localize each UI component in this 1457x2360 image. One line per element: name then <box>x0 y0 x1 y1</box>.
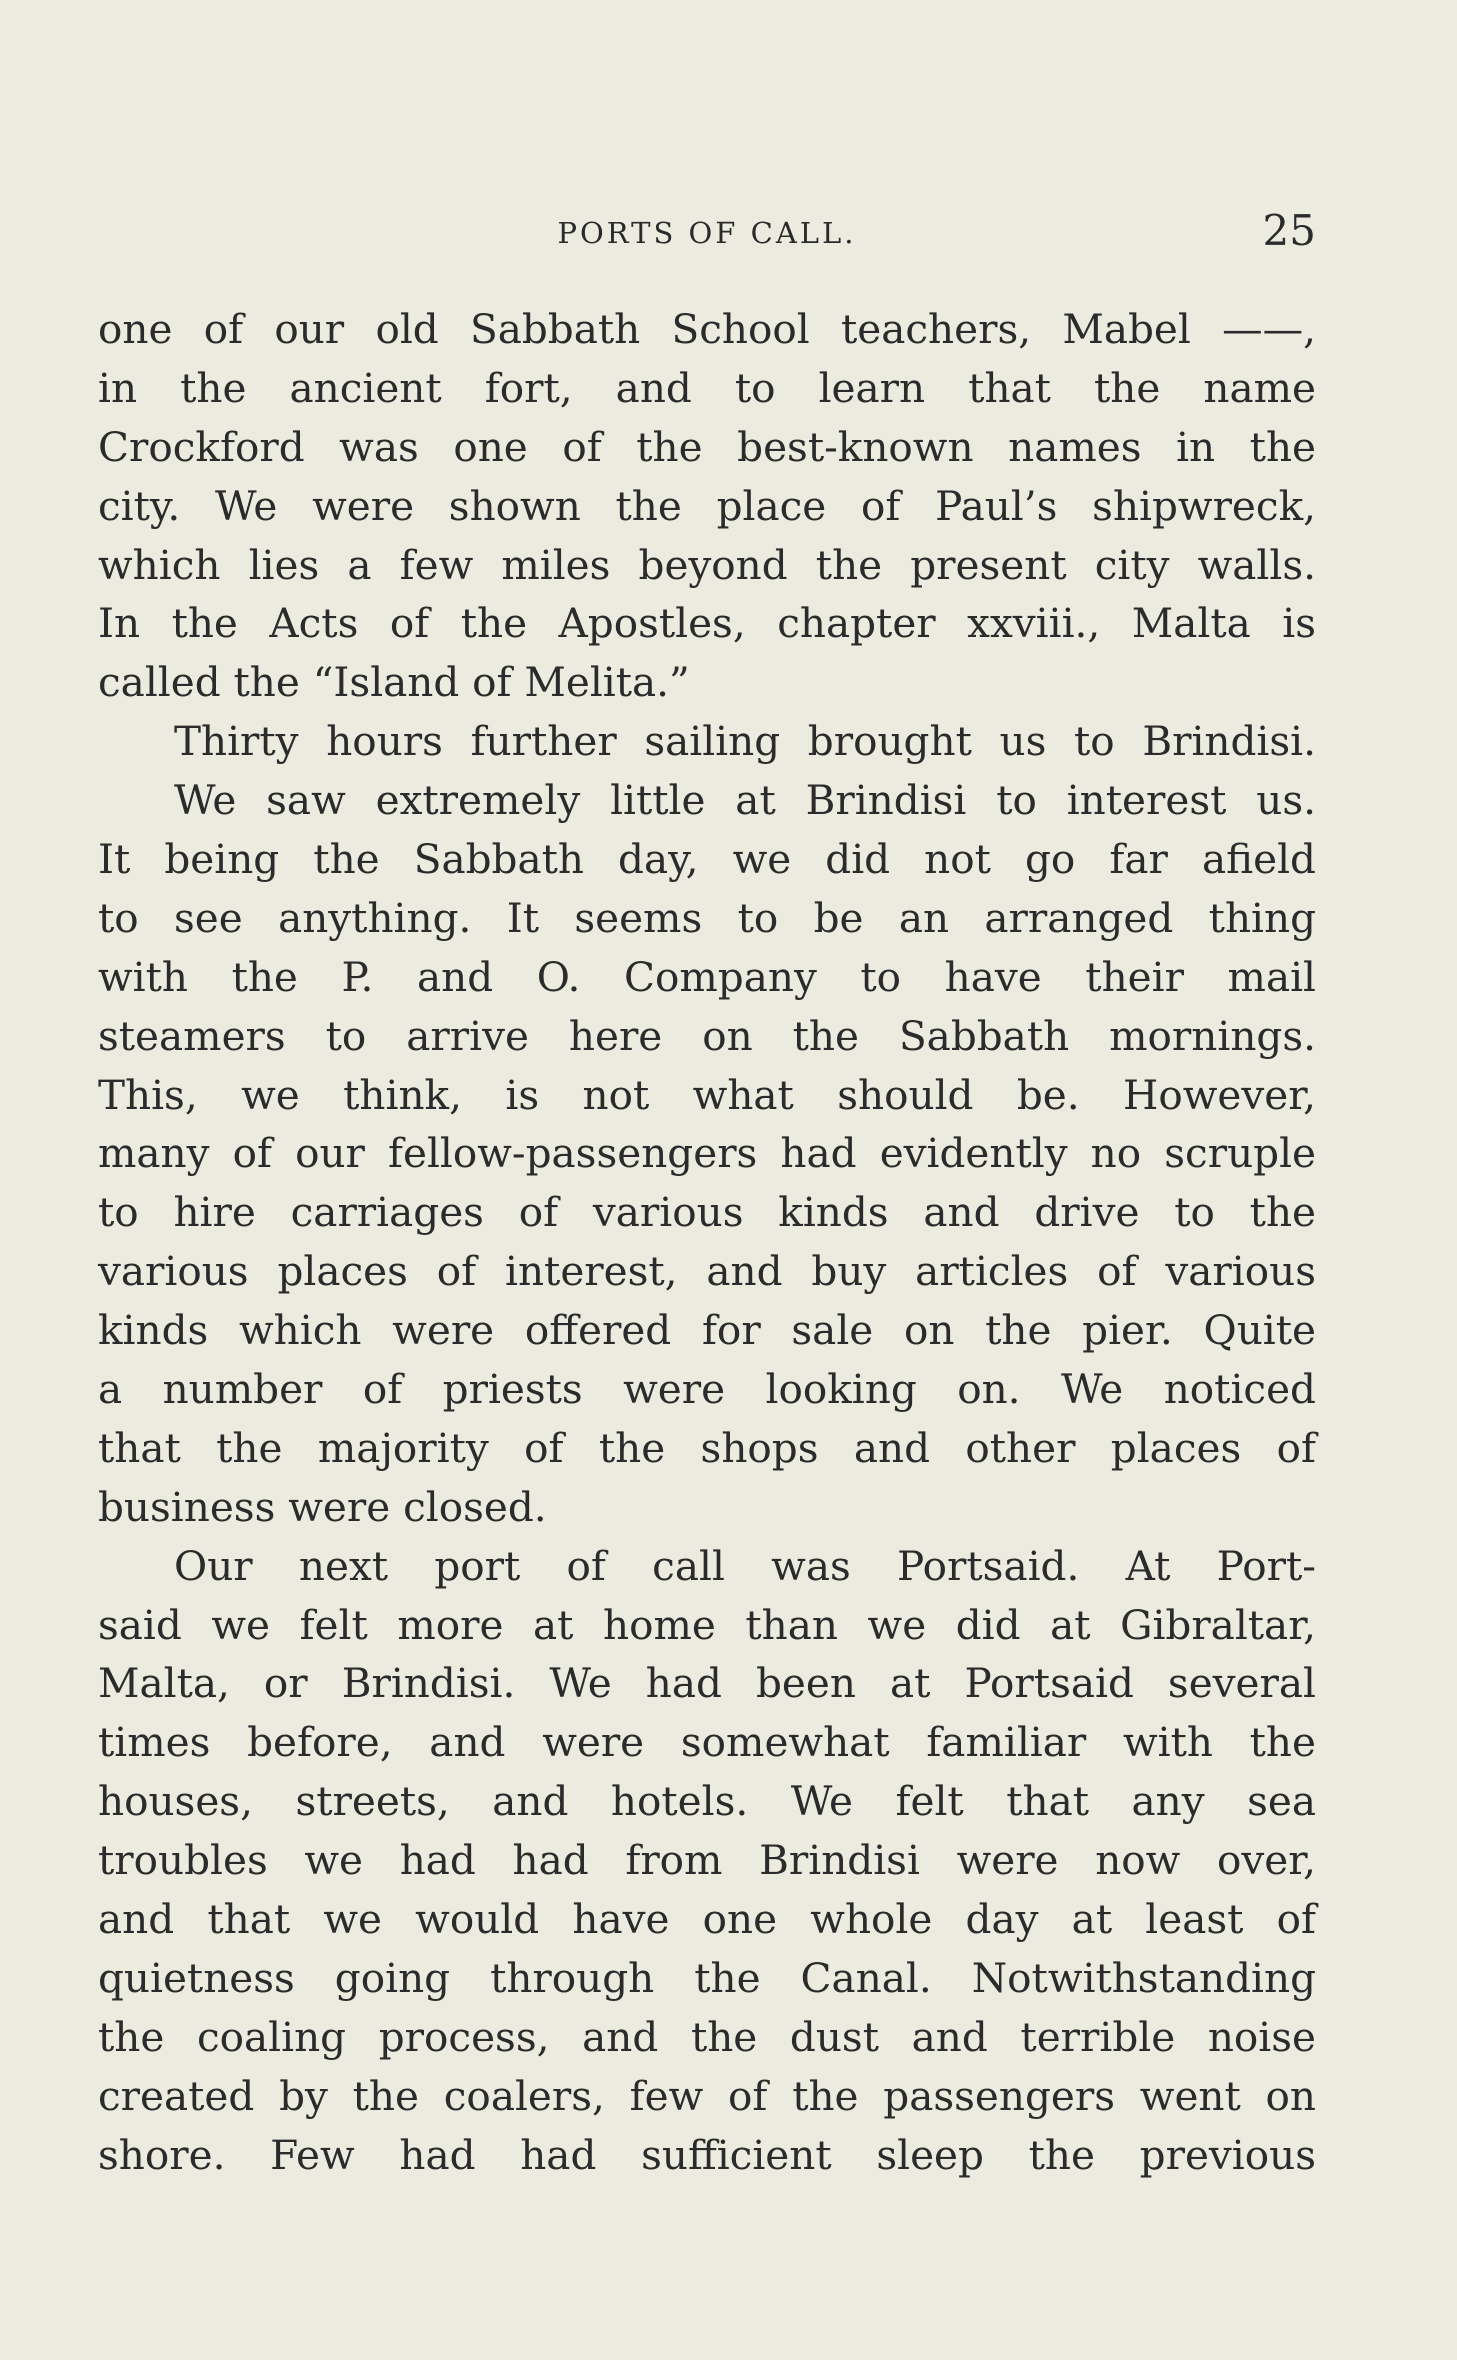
text-line: In the Acts of the Apostles, chapter xxviii., Malta is <box>98 599 1316 648</box>
text-line: Thirty hours further sailing brought us to Brindisi. <box>174 717 1316 766</box>
text-line: kinds which were offered for sale on the pier. Quite <box>98 1306 1316 1355</box>
text-line: houses, streets, and hotels. We felt that any sea <box>98 1777 1316 1826</box>
text-line: various places of interest, and buy articles of various <box>98 1247 1316 1296</box>
running-head <box>98 198 1316 258</box>
text-line: times before, and were somewhat familiar with the <box>98 1718 1316 1767</box>
text-line: one of our old Sabbath School teachers, Mabel ——, <box>98 305 1316 353</box>
text-line: that the majority of the shops and other places of <box>98 1423 1316 1472</box>
text-line: to see anything. It seems to be an arranged thing <box>98 893 1316 942</box>
text-line: said we felt more at home than we did at Gibraltar, <box>98 1600 1316 1649</box>
text-line: which lies a few miles beyond the present city walls. <box>98 540 1316 589</box>
text-line: many of our fellow-passengers had evidently no scruple <box>98 1129 1316 1178</box>
text-line: We saw extremely little at Brindisi to interest us. <box>174 776 1316 825</box>
text-line: created by the coalers, few of the passengers went on <box>98 2071 1316 2120</box>
text-line: It being the Sabbath day, we did not go far afield <box>98 835 1316 884</box>
text-line: with the P. and O. Company to have their mail <box>98 952 1316 1001</box>
running-title: PORTS OF CALL. <box>557 216 857 250</box>
text-line: called the “Island of Melita.” <box>98 658 690 707</box>
text-line: Our next port of call was Portsaid. At Port- <box>174 1541 1316 1590</box>
text-line: the coaling process, and the dust and terrible noise <box>98 2012 1316 2061</box>
text-line: to hire carriages of various kinds and drive to the <box>98 1188 1316 1237</box>
text-line: Crockford was one of the best-known names in the <box>98 422 1316 471</box>
page-number: 25 <box>1262 206 1316 255</box>
text-line: business were closed. <box>98 1482 547 1531</box>
body-text <box>98 300 1316 2185</box>
text-line: This, we think, is not what should be. However, <box>98 1070 1316 1119</box>
text-line: quietness going through the Canal. Notwithstanding <box>98 1953 1316 2002</box>
text-line: in the ancient fort, and to learn that the name <box>98 363 1316 412</box>
text-line: city. We were shown the place of Paul’s shipwreck, <box>98 481 1316 530</box>
text-line: and that we would have one whole day at least of <box>98 1895 1316 1944</box>
text-line: troubles we had had from Brindisi were now over, <box>98 1836 1316 1885</box>
text-line: Malta, or Brindisi. We had been at Portsaid several <box>98 1659 1316 1708</box>
text-line: a number of priests were looking on. We noticed <box>98 1365 1316 1414</box>
text-line: steamers to arrive here on the Sabbath mornings. <box>98 1011 1316 1060</box>
text-line: shore. Few had had sufficient sleep the previous <box>98 2130 1316 2179</box>
